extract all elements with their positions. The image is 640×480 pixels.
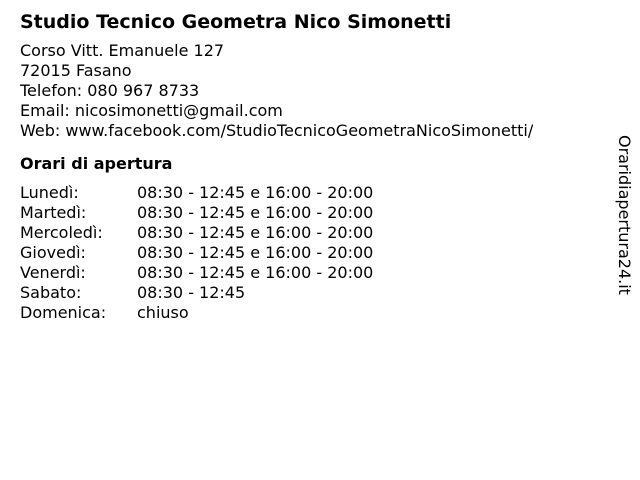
day-hours: 08:30 - 12:45 e 16:00 - 20:00 [137, 263, 374, 282]
hours-row-monday [20, 183, 373, 203]
hours-row-sunday [20, 303, 373, 323]
business-name: Studio Tecnico Geometra Nico Simonetti [20, 11, 452, 33]
email-line: Email: nicosimonetti@gmail.com [20, 101, 283, 120]
day-hours: 08:30 - 12:45 e 16:00 - 20:00 [137, 223, 374, 242]
hours-row-saturday [20, 283, 373, 303]
day-label: Domenica: [20, 303, 107, 322]
day-hours: 08:30 - 12:45 [137, 283, 246, 302]
day-label: Mercoledì: [20, 223, 103, 242]
address-street: Corso Vitt. Emanuele 127 [20, 41, 225, 60]
day-hours: 08:30 - 12:45 e 16:00 - 20:00 [137, 203, 374, 222]
hours-row-thursday [20, 243, 373, 263]
day-label: Giovedì: [20, 243, 86, 262]
day-label: Martedì: [20, 203, 87, 222]
hours-row-friday [20, 263, 373, 283]
site-brand-label: Oraridiapertura24.it [615, 135, 634, 295]
day-label: Venerdì: [20, 263, 86, 282]
opening-hours-title: Orari di apertura [20, 154, 173, 173]
hours-row-wednesday [20, 223, 373, 243]
web-line: Web: www.facebook.com/StudioTecnicoGeometraNicoSimonetti/ [20, 121, 534, 140]
phone-line: Telefon: 080 967 8733 [20, 81, 200, 100]
day-hours: 08:30 - 12:45 e 16:00 - 20:00 [137, 183, 374, 202]
address-city: 72015 Fasano [20, 61, 132, 80]
day-hours: chiuso [137, 303, 189, 322]
opening-hours-table [20, 183, 373, 323]
day-label: Lunedì: [20, 183, 79, 202]
hours-row-tuesday [20, 203, 373, 223]
day-hours: 08:30 - 12:45 e 16:00 - 20:00 [137, 243, 374, 262]
business-card [20, 10, 600, 323]
day-label: Sabato: [20, 283, 82, 302]
